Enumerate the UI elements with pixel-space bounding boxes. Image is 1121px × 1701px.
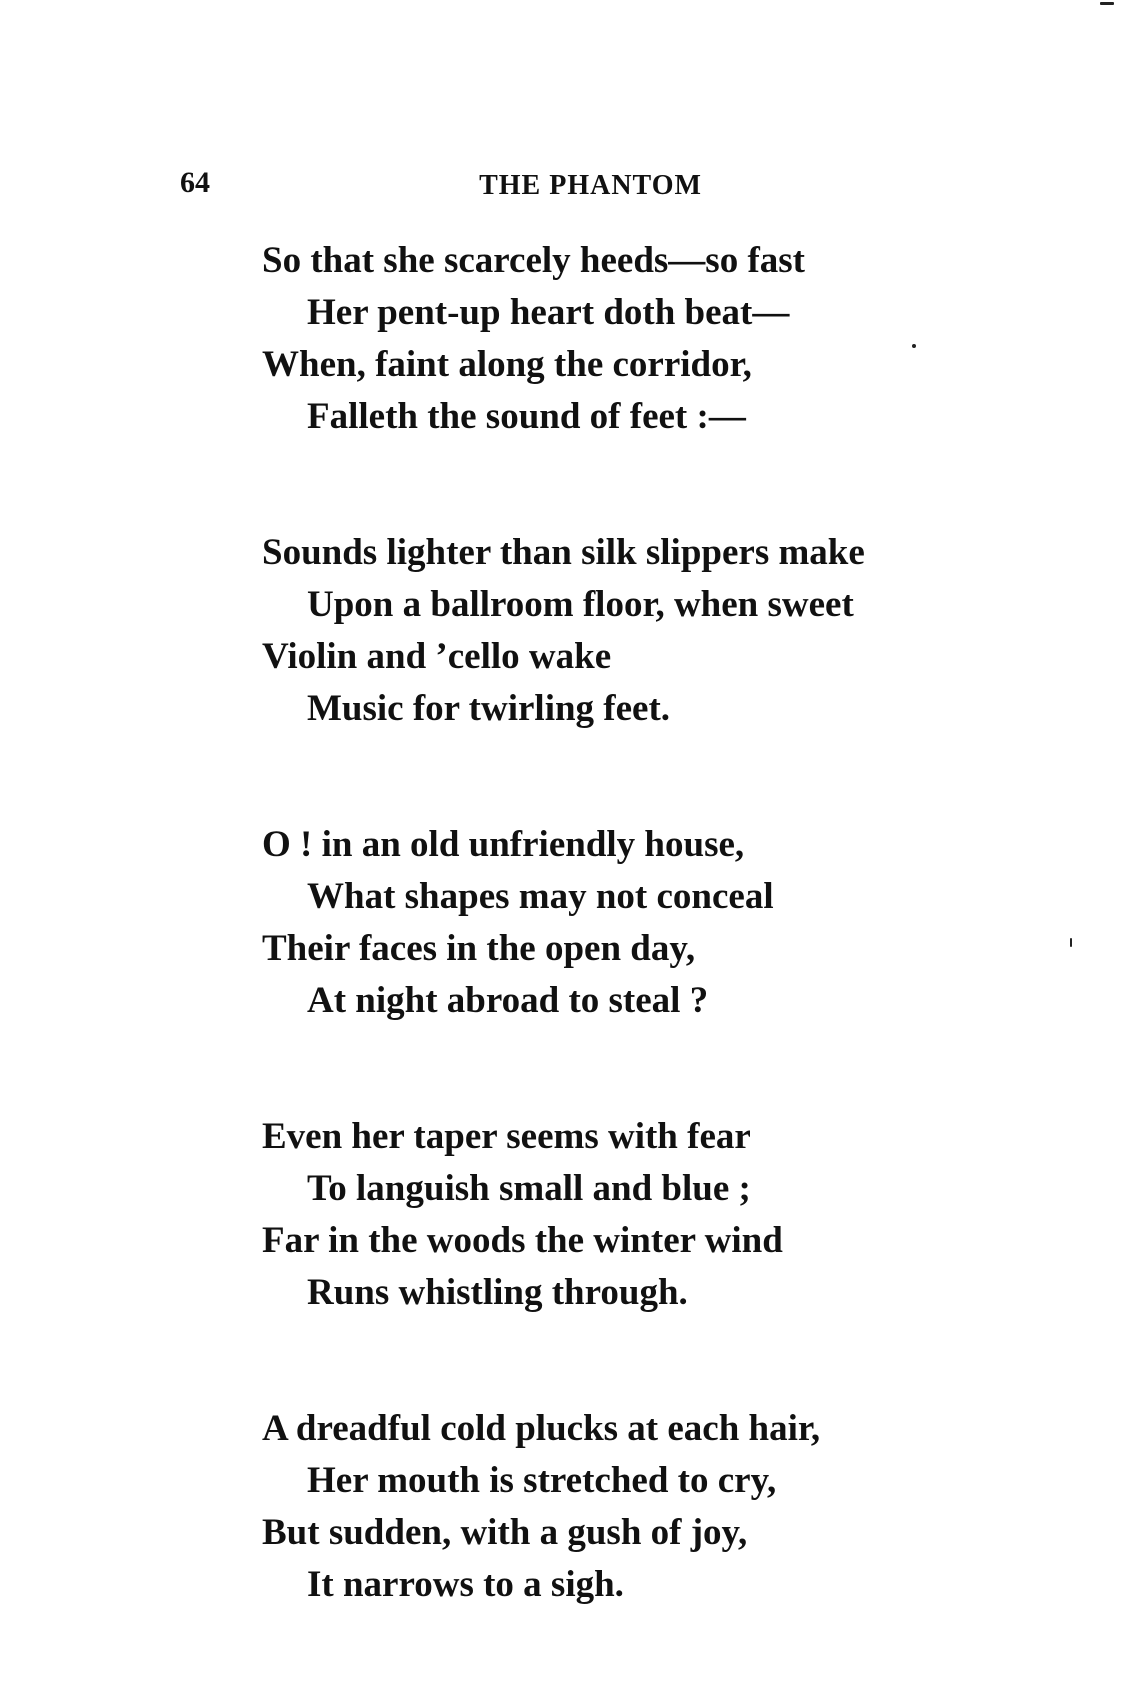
- poem-line: So that she scarcely heeds—so fast: [262, 240, 805, 281]
- poem-line: Even her taper seems with fear: [262, 1116, 751, 1157]
- poem-line: When, faint along the corridor,: [262, 344, 752, 385]
- poem-line: It narrows to a sigh.: [307, 1564, 624, 1605]
- stanza: [262, 527, 982, 735]
- poem-line: What shapes may not conceal: [307, 876, 774, 917]
- scan-speck: [1070, 938, 1072, 947]
- poem-line: Her mouth is stretched to cry,: [307, 1460, 777, 1501]
- poem-line: Far in the woods the winter wind: [262, 1220, 783, 1261]
- poem-line: But sudden, with a gush of joy,: [262, 1512, 748, 1553]
- scan-speck: [912, 344, 916, 348]
- poem: [262, 235, 982, 1611]
- stanza: [262, 819, 982, 1027]
- running-head: THE PHANTOM: [479, 170, 702, 201]
- stanza: [262, 1111, 982, 1319]
- poem-line: At night abroad to steal ?: [307, 980, 709, 1021]
- stanza: [262, 1403, 982, 1611]
- poem-line: A dreadful cold plucks at each hair,: [262, 1408, 821, 1449]
- poem-line: Falleth the sound of feet :—: [307, 396, 746, 437]
- poem-line: To languish small and blue ;: [307, 1168, 751, 1209]
- poem-line: Violin and ’cello wake: [262, 636, 612, 677]
- poem-line: Runs whistling through.: [307, 1272, 688, 1313]
- poem-line: Her pent-up heart doth beat—: [307, 292, 790, 333]
- poem-line: O ! in an old unfriendly house,: [262, 824, 745, 865]
- poem-line: Upon a ballroom floor, when sweet: [307, 584, 854, 625]
- stanza: [262, 235, 982, 443]
- poem-line: Their faces in the open day,: [262, 928, 696, 969]
- poem-line: Music for twirling feet.: [307, 688, 671, 729]
- scan-speck: [1100, 2, 1114, 5]
- poem-line: Sounds lighter than silk slippers make: [262, 532, 865, 573]
- page-number: 64: [180, 166, 210, 199]
